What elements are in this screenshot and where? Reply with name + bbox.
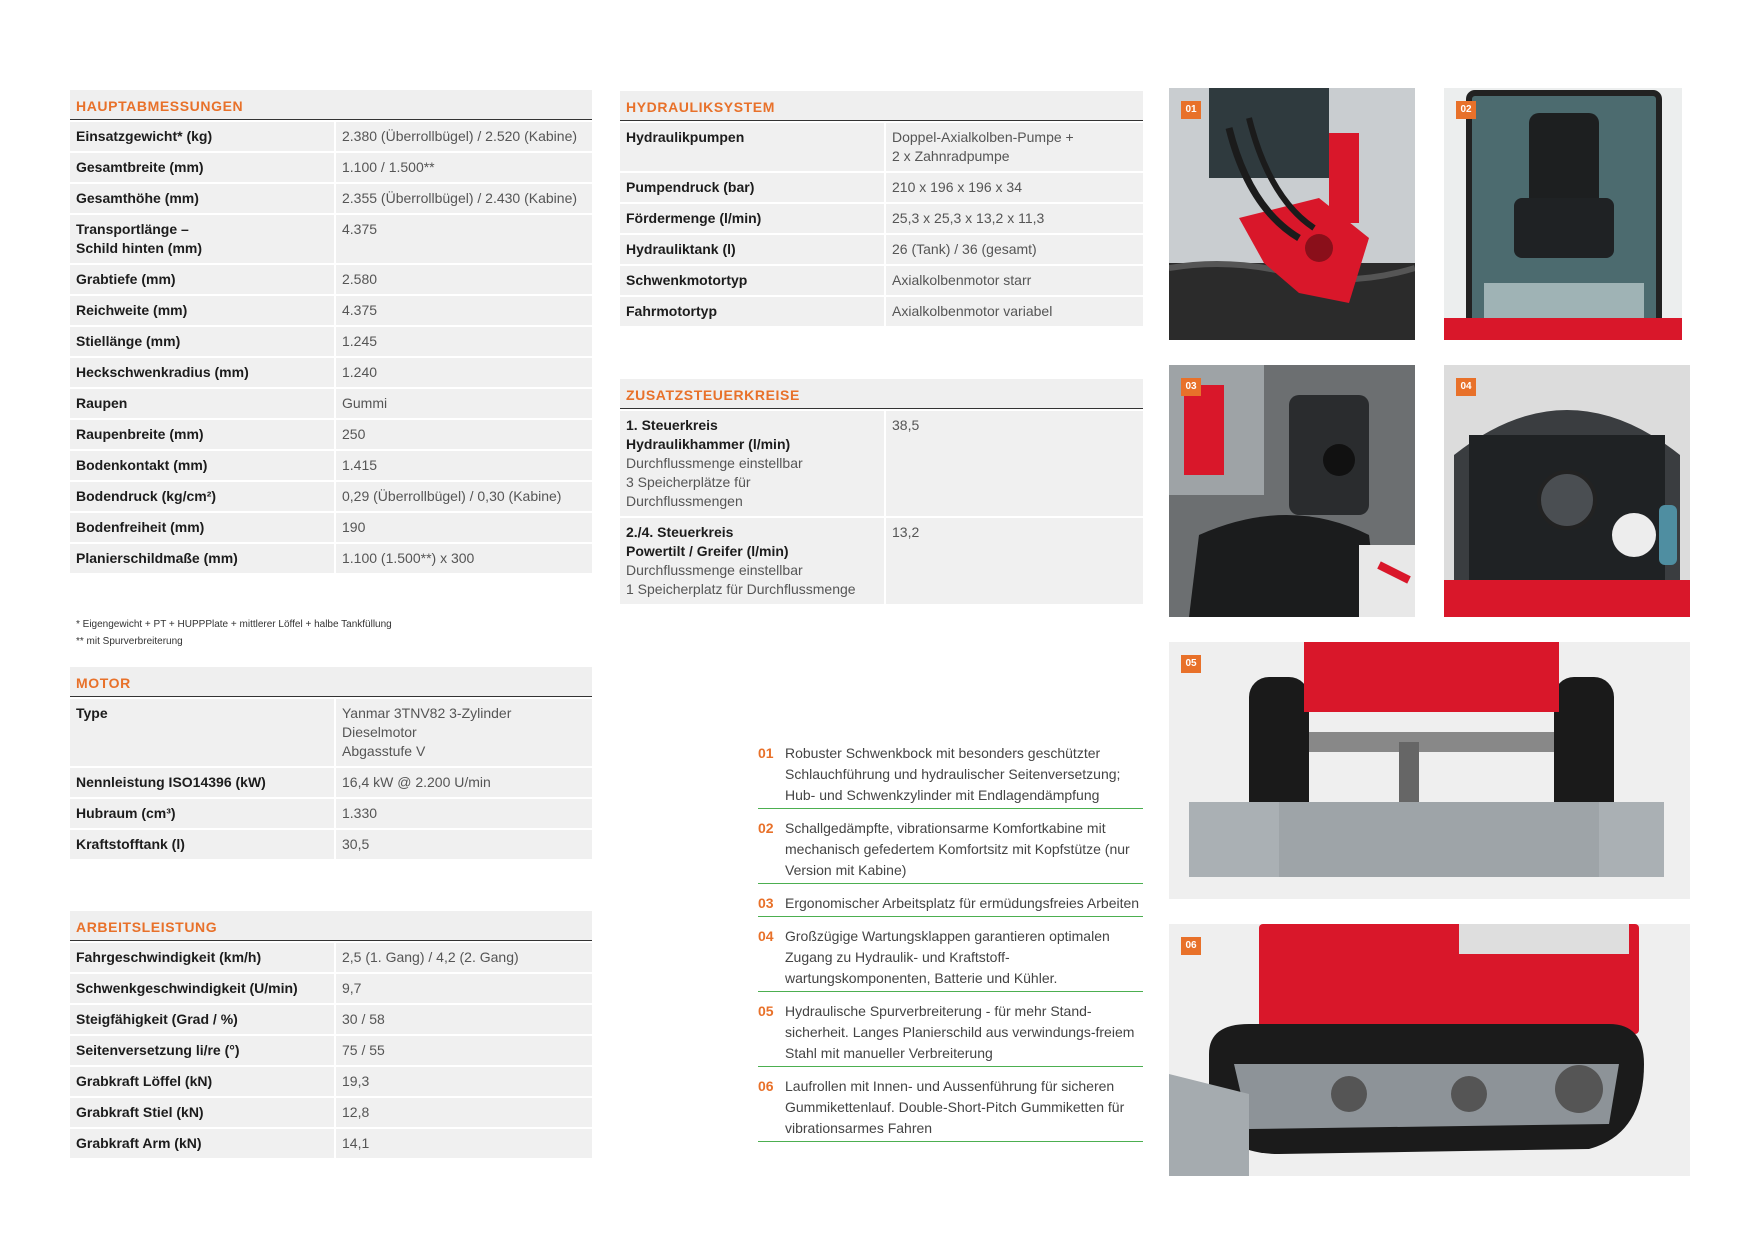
photo-tag: 01 <box>1181 101 1201 119</box>
spec-value: 26 (Tank) / 36 (gesamt) <box>884 235 1143 264</box>
table-row <box>70 544 592 573</box>
section-hydrauliksystem <box>620 91 1143 326</box>
caption-number: 01 <box>758 745 774 761</box>
table-row <box>70 420 592 449</box>
table-row <box>70 389 592 418</box>
spec-label: Hubraum (cm³) <box>76 805 176 821</box>
spec-label: Planierschildmaße (mm) <box>76 550 238 566</box>
caption-text: Robuster Schwenkbock mit besonders geschützter Schlauchführung und hydraulischer Seitenversetzung; Hub- und Schwenkzylinder mit Endlagendämpfung <box>785 745 1121 803</box>
spec-label: Grabtiefe (mm) <box>76 271 176 287</box>
photo-04 <box>1444 365 1690 617</box>
section-hauptabmessungen <box>70 90 592 573</box>
spec-label: Bodenfreiheit (mm) <box>76 519 205 535</box>
spec-table <box>70 699 592 859</box>
spec-label: Transportlänge – Schild hinten (mm) <box>76 221 202 256</box>
spec-label: Hydrauliktank (l) <box>626 241 736 257</box>
spec-label: Fahrmotortyp <box>626 303 717 319</box>
spec-label: Schwenkmotortyp <box>626 272 748 288</box>
spec-value: 25,3 x 25,3 x 13,2 x 11,3 <box>884 204 1143 233</box>
spec-value: 16,4 kW @ 2.200 U/min <box>334 768 592 797</box>
caption-text: Laufrollen mit Innen- und Aussenführung für sicheren Gummikettenlauf. Double-Short-Pitch Gummiketten für vibrationsarmes Fahren <box>785 1078 1125 1136</box>
spec-value: 1.100 / 1.500** <box>334 153 592 182</box>
table-row <box>70 799 592 828</box>
spec-value: Doppel-Axialkolben-Pumpe + 2 x Zahnradpumpe <box>884 123 1143 171</box>
caption-item <box>758 923 1143 992</box>
spec-value: 4.375 <box>334 215 592 263</box>
photo-tag: 03 <box>1181 378 1201 396</box>
table-row <box>70 1098 592 1127</box>
photo-tag: 06 <box>1181 937 1201 955</box>
spec-label: Kraftstofftank (l) <box>76 836 185 852</box>
swing-bracket-photo-icon <box>1169 88 1415 340</box>
spec-value: 2.355 (Überrollbügel) / 2.430 (Kabine) <box>334 184 592 213</box>
cabin-photo-icon <box>1444 88 1682 340</box>
table-row <box>70 358 592 387</box>
table-row <box>70 699 592 766</box>
caption-item <box>758 890 1143 917</box>
operator-seat-photo-icon <box>1169 365 1415 617</box>
spec-label: Gesamtbreite (mm) <box>76 159 204 175</box>
caption-number: 04 <box>758 928 774 944</box>
caption-item <box>758 815 1143 884</box>
caption-number: 02 <box>758 820 774 836</box>
table-row <box>620 123 1143 171</box>
spec-label: Heckschwenkradius (mm) <box>76 364 249 380</box>
spec-label-bold: 2./4. Steuerkreis Powertilt / Greifer (l/min) <box>626 524 789 559</box>
table-row <box>70 482 592 511</box>
spec-value: 1.330 <box>334 799 592 828</box>
spec-label: Seitenversetzung li/re (°) <box>76 1042 240 1058</box>
spec-label: Gesamthöhe (mm) <box>76 190 199 206</box>
section-title: HAUPTABMESSUNGEN <box>70 90 592 120</box>
table-row <box>620 204 1143 233</box>
section-title: HYDRAULIKSYSTEM <box>620 91 1143 121</box>
caption-text: Schallgedämpfte, vibrationsarme Komfortkabine mit mechanisch gefedertem Komfortsitz mit Kopfstütze (nur Version mit Kabine) <box>785 820 1130 878</box>
table-row <box>70 830 592 859</box>
spec-label <box>620 518 884 604</box>
engine-bay-photo-icon <box>1444 365 1690 617</box>
table-row <box>70 1067 592 1096</box>
table-row <box>620 518 1143 604</box>
spec-value: 75 / 55 <box>334 1036 592 1065</box>
table-row <box>70 327 592 356</box>
spec-value: 2,5 (1. Gang) / 4,2 (2. Gang) <box>334 943 592 972</box>
table-row <box>620 266 1143 295</box>
photo-01 <box>1169 88 1415 340</box>
spec-value: 190 <box>334 513 592 542</box>
caption-item <box>758 740 1143 809</box>
spec-value: 1.415 <box>334 451 592 480</box>
spec-value: 250 <box>334 420 592 449</box>
table-row <box>70 215 592 263</box>
spec-label: Schwenkgeschwindigkeit (U/min) <box>76 980 298 996</box>
spec-value: 9,7 <box>334 974 592 1003</box>
footnote: * Eigengewicht + PT + HUPPPlate + mittlerer Löffel + halbe Tankfüllung <box>76 619 392 630</box>
spec-label: Reichweite (mm) <box>76 302 188 318</box>
spec-label: Type <box>76 705 108 721</box>
spec-value: 210 x 196 x 196 x 34 <box>884 173 1143 202</box>
photo-06 <box>1169 924 1690 1176</box>
caption-text: Großzügige Wartungsklappen garantieren optimalen Zugang zu Hydraulik- und Kraftstoff-wartungskomponenten, Batterie und Kühler. <box>785 928 1110 986</box>
spec-label-note: Durchflussmenge einstellbar 3 Speicherplätze für Durchflussmengen <box>626 455 803 509</box>
table-row <box>70 974 592 1003</box>
spec-value: 1.240 <box>334 358 592 387</box>
spec-value: 4.375 <box>334 296 592 325</box>
spec-table <box>70 943 592 1158</box>
caption-number: 05 <box>758 1003 774 1019</box>
table-row <box>620 297 1143 326</box>
spec-label: Raupen <box>76 395 128 411</box>
table-row <box>70 513 592 542</box>
spec-label: Bodendruck (kg/cm²) <box>76 488 217 504</box>
section-motor <box>70 667 592 859</box>
spec-value: 14,1 <box>334 1129 592 1158</box>
spec-label: Nennleistung ISO14396 (kW) <box>76 774 266 790</box>
table-row <box>70 943 592 972</box>
spec-value: Yanmar 3TNV82 3-Zylinder Dieselmotor Abgasstufe V <box>334 699 592 766</box>
tracks-photo-icon <box>1169 924 1690 1176</box>
spec-table-zusatz <box>620 411 1143 604</box>
caption-text: Hydraulische Spurverbreiterung - für mehr Stand-sicherheit. Langes Planierschild aus verwindungs-freiem Stahl mit manueller Verbreiterung <box>785 1003 1135 1061</box>
table-row <box>70 265 592 294</box>
spec-value: 1.100 (1.500**) x 300 <box>334 544 592 573</box>
spec-label <box>620 411 884 516</box>
table-row <box>70 451 592 480</box>
spec-label-bold: 1. Steuerkreis Hydraulikhammer (l/min) <box>626 417 791 452</box>
spec-value: 0,29 (Überrollbügel) / 0,30 (Kabine) <box>334 482 592 511</box>
spec-value: Axialkolbenmotor starr <box>884 266 1143 295</box>
table-row <box>620 173 1143 202</box>
photo-05 <box>1169 642 1690 899</box>
table-row <box>70 122 592 151</box>
spec-label: Pumpendruck (bar) <box>626 179 755 195</box>
spec-value: 2.380 (Überrollbügel) / 2.520 (Kabine) <box>334 122 592 151</box>
feature-captions <box>758 740 1143 1148</box>
photo-tag: 04 <box>1456 378 1476 396</box>
caption-text: Ergonomischer Arbeitsplatz für ermüdungsfreies Arbeiten <box>785 895 1140 911</box>
table-row <box>620 235 1143 264</box>
spec-value: 2.580 <box>334 265 592 294</box>
spec-table <box>70 122 592 573</box>
spec-table <box>620 123 1143 326</box>
spec-value: 12,8 <box>334 1098 592 1127</box>
spec-value: 19,3 <box>334 1067 592 1096</box>
spec-value: Axialkolbenmotor variabel <box>884 297 1143 326</box>
spec-value: 30,5 <box>334 830 592 859</box>
caption-number: 06 <box>758 1078 774 1094</box>
photo-03 <box>1169 365 1415 617</box>
spec-label: Grabkraft Löffel (kN) <box>76 1073 213 1089</box>
photo-02 <box>1444 88 1682 340</box>
spec-value: Gummi <box>334 389 592 418</box>
spec-label: Steigfähigkeit (Grad / %) <box>76 1011 238 1027</box>
table-row <box>70 184 592 213</box>
table-row <box>70 1129 592 1158</box>
spec-value: 38,5 <box>884 411 1143 516</box>
spec-label: Raupenbreite (mm) <box>76 426 204 442</box>
table-row <box>620 411 1143 516</box>
spec-label-note: Durchflussmenge einstellbar 1 Speicherplatz für Durchflussmenge <box>626 562 856 597</box>
table-row <box>70 1005 592 1034</box>
table-row <box>70 153 592 182</box>
photo-tag: 05 <box>1181 655 1201 673</box>
spec-label: Bodenkontakt (mm) <box>76 457 208 473</box>
spec-value: 13,2 <box>884 518 1143 604</box>
section-title: ARBEITSLEISTUNG <box>70 911 592 941</box>
table-row <box>70 296 592 325</box>
table-row <box>70 1036 592 1065</box>
caption-item <box>758 998 1143 1067</box>
caption-number: 03 <box>758 895 774 911</box>
spec-value: 1.245 <box>334 327 592 356</box>
footnote: ** mit Spurverbreiterung <box>76 636 183 647</box>
section-zusatzsteuerkreise <box>620 379 1143 604</box>
section-arbeitsleistung <box>70 911 592 1158</box>
dozer-blade-photo-icon <box>1169 642 1690 899</box>
spec-value: 30 / 58 <box>334 1005 592 1034</box>
section-title: ZUSATZSTEUERKREISE <box>620 379 1143 409</box>
spec-label: Grabkraft Stiel (kN) <box>76 1104 204 1120</box>
spec-label: Grabkraft Arm (kN) <box>76 1135 202 1151</box>
spec-label: Einsatzgewicht* (kg) <box>76 128 213 144</box>
caption-item <box>758 1073 1143 1142</box>
section-title: MOTOR <box>70 667 592 697</box>
photo-tag: 02 <box>1456 101 1476 119</box>
spec-label: Fahrgeschwindigkeit (km/h) <box>76 949 262 965</box>
spec-label: Fördermenge (l/min) <box>626 210 762 226</box>
spec-label: Stiellänge (mm) <box>76 333 181 349</box>
table-row <box>70 768 592 797</box>
spec-label: Hydraulikpumpen <box>626 129 745 145</box>
